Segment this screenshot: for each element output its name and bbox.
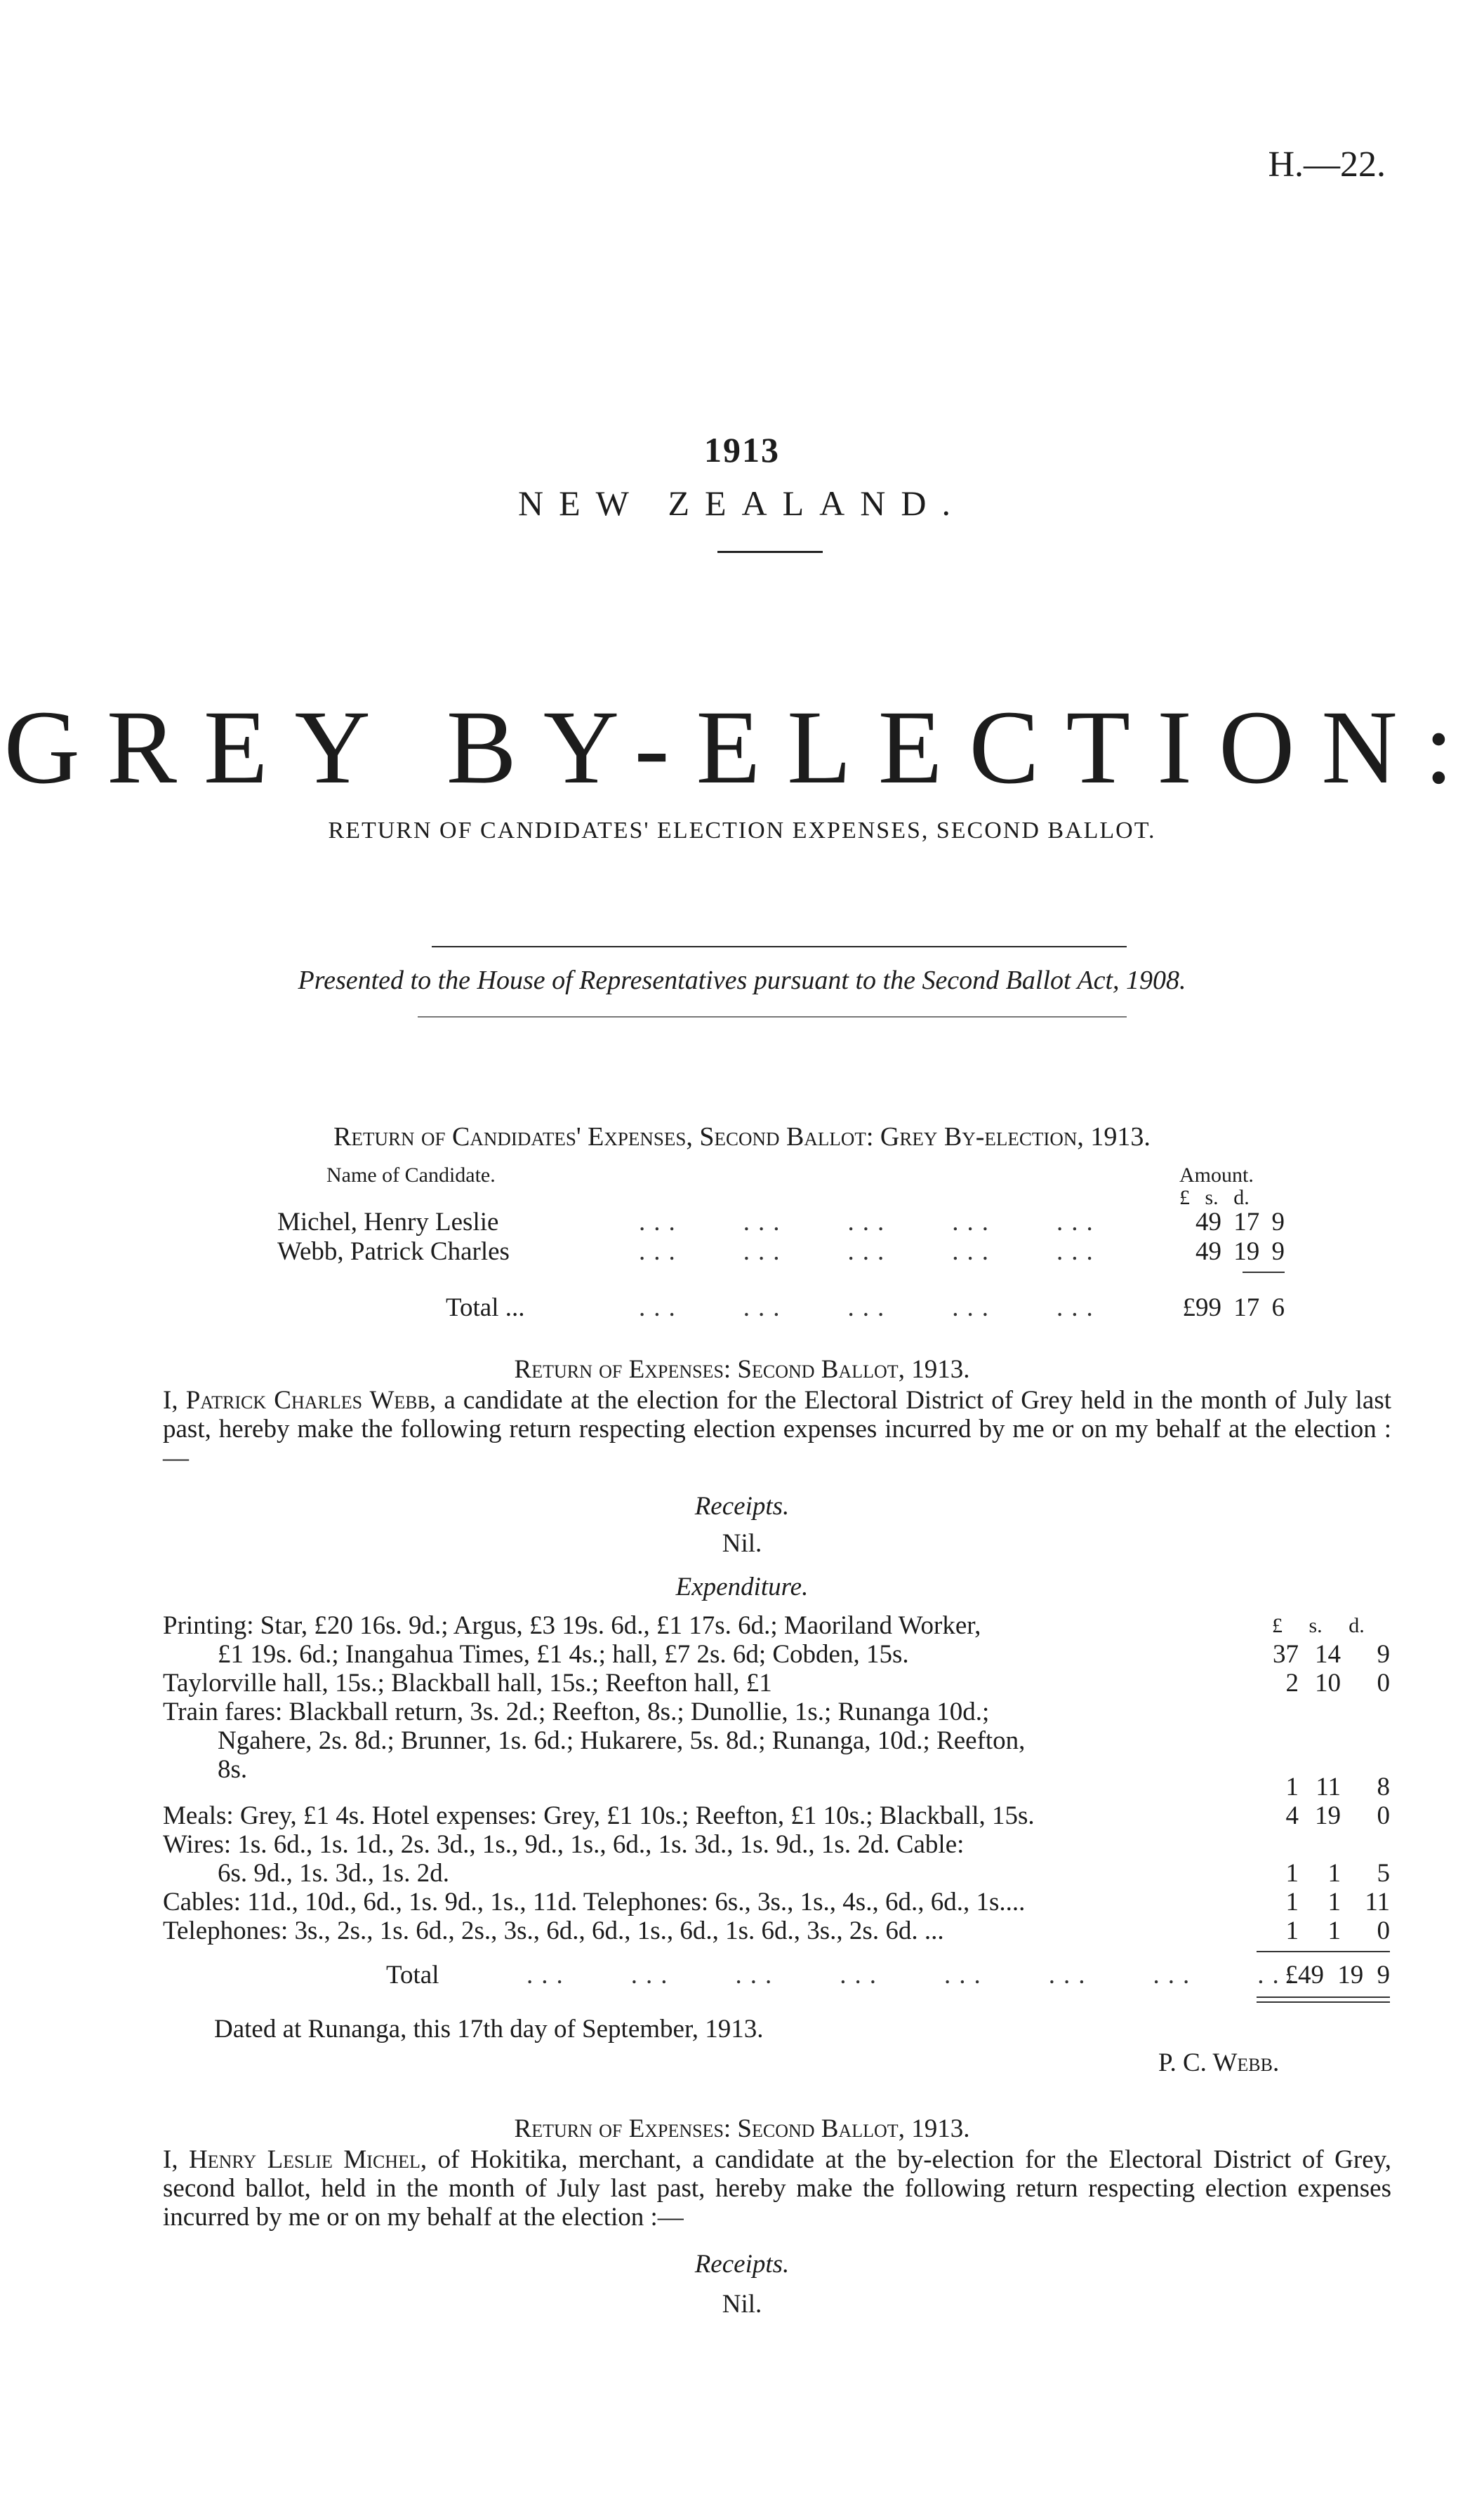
expenditure-units: £ s. d. xyxy=(1272,1614,1365,1637)
page-title: GREY BY-ELECTION: xyxy=(4,689,1480,806)
amount-pounds: 4 xyxy=(1285,1801,1299,1830)
receipts-heading: Receipts. xyxy=(694,1492,790,1521)
expense-line: Ngahere, 2s. 8d.; Brunner, 1s. 6d.; Hukarere, 5s. 8d.; Runanga, 10d.; Reefton, xyxy=(218,1726,1026,1755)
column-header-amount: Amount. xyxy=(1179,1164,1254,1187)
amount-units xyxy=(1179,1186,1250,1210)
candidate-name: Patrick Charles Webb xyxy=(185,1386,430,1415)
amount-pounds: 1 xyxy=(1285,1916,1299,1945)
candidate-name: Webb, Patrick Charles xyxy=(277,1237,510,1266)
total-amount: £99 17 6 xyxy=(1182,1293,1285,1322)
amount-pounds: 37 xyxy=(1273,1640,1299,1669)
amount-pounds: 1 xyxy=(1285,1888,1299,1916)
amount-pounds: 2 xyxy=(1285,1669,1299,1698)
amount-shillings: 19 xyxy=(1315,1801,1341,1830)
dated-line: Dated at Runanga, this 17th day of September, 1913. xyxy=(214,2015,764,2044)
country-heading: NEW ZEALAND. xyxy=(518,484,966,523)
document-year: 1913 xyxy=(704,430,780,469)
candidate-amount: 49 17 9 xyxy=(1195,1208,1285,1236)
expense-line: Meals: Grey, £1 4s. Hotel expenses: Grey, £1 10s.; Reefton, £1 10s.; Blackball, 15s. xyxy=(163,1801,1035,1830)
page-subtitle: RETURN OF CANDIDATES' ELECTION EXPENSES, SECOND BALLOT. xyxy=(328,818,1156,844)
expense-line: Cables: 11d., 10d., 6d., 1s. 9d., 1s., 11d. Telephones: 6s., 3s., 1s., 4s., 6d., 6d., 1s.... xyxy=(163,1888,1026,1916)
amount-pence: 0 xyxy=(1377,1916,1390,1945)
amount-pence: 9 xyxy=(1377,1640,1390,1669)
divider xyxy=(717,551,823,553)
unit-pounds: £ xyxy=(1179,1186,1190,1209)
divider xyxy=(432,946,1127,947)
double-rule xyxy=(1257,2001,1390,2003)
leader-dots: ... ... ... ... ... xyxy=(639,1208,1101,1236)
amount-pence: 5 xyxy=(1377,1859,1390,1888)
amount-pence: 0 xyxy=(1377,1669,1390,1698)
candidate-name: Michel, Henry Leslie xyxy=(277,1208,499,1236)
sum-rule xyxy=(1257,1951,1390,1952)
divider xyxy=(418,1016,1127,1018)
expense-line: Wires: 1s. 6d., 1s. 1d., 2s. 3d., 1s., 9d., 1s., 6d., 1s. 3d., 1s. 9d., 1s. 2d. Cable: xyxy=(163,1830,965,1859)
expense-line: Telephones: 3s., 2s., 1s. 6d., 2s., 3s., 6d., 6d., 1s., 6d., 1s. 6d., 3s., 2s. 6d. ... xyxy=(163,1916,944,1945)
expense-line: £1 19s. 6d.; Inangahua Times, £1 4s.; hall, £7 2s. 6d; Cobden, 15s. xyxy=(218,1640,909,1669)
double-rule xyxy=(1257,1996,1390,1998)
amount-pence: 0 xyxy=(1377,1801,1390,1830)
michel-heading: Return of Expenses: Second Ballot, 1913. xyxy=(514,2114,970,2143)
amount-pence: 8 xyxy=(1377,1773,1390,1801)
total-label: Total ... xyxy=(446,1293,525,1322)
leader-dots: ... ... ... ... ... ... ... ... xyxy=(526,1961,1302,1989)
unit-shillings: s. xyxy=(1205,1186,1219,1209)
expense-line: Taylorville hall, 15s.; Blackball hall, 15s.; Reefton hall, £1 xyxy=(163,1669,772,1698)
amount-pounds: 1 xyxy=(1285,1859,1299,1888)
amount-shillings: 1 xyxy=(1327,1888,1341,1916)
receipts-value: Nil. xyxy=(722,2290,762,2319)
expense-line: Train fares: Blackball return, 3s. 2d.; Reefton, 8s.; Dunollie, 1s.; Runanga 10d.; xyxy=(163,1698,990,1726)
total-amount: £49 19 9 xyxy=(1285,1961,1390,1989)
amount-shillings: 10 xyxy=(1315,1669,1341,1698)
receipts-heading: Receipts. xyxy=(694,2250,790,2279)
amount-pence: 11 xyxy=(1365,1888,1390,1916)
unit-pence: d. xyxy=(1233,1186,1250,1209)
signature: P. C. Webb. xyxy=(1158,2048,1280,2077)
expense-line: Printing: Star, £20 16s. 9d.; Argus, £3 19s. 6d., £1 17s. 6d.; Maoriland Worker, xyxy=(163,1611,981,1640)
amount-shillings: 1 xyxy=(1327,1916,1341,1945)
expense-line: 6s. 9d., 1s. 3d., 1s. 2d. xyxy=(218,1859,449,1888)
leader-dots: ... ... ... ... ... xyxy=(639,1237,1101,1266)
column-header-name: Name of Candidate. xyxy=(326,1164,496,1187)
total-label: Total xyxy=(386,1961,439,1989)
michel-intro: I, Henry Leslie Michel, of Hokitika, merchant, a candidate at the by-election for the Electoral District of Grey, second ballot, held in the month of July last past, hereby make the following return respecting election expenses incurred by me or on my behalf at the election :— xyxy=(163,2145,1391,2232)
expense-line: 8s. xyxy=(218,1755,248,1784)
candidate-amount: 49 19 9 xyxy=(1195,1237,1285,1266)
candidate-name: Henry Leslie Michel xyxy=(189,2145,420,2174)
webb-heading: Return of Expenses: Second Ballot, 1913. xyxy=(514,1355,970,1384)
summary-heading: Return of Candidates' Expenses, Second Ballot: Grey By-election, 1913. xyxy=(333,1122,1151,1152)
receipts-value: Nil. xyxy=(722,1529,762,1558)
presented-note: Presented to the House of Representatives pursuant to the Second Ballot Act, 1908. xyxy=(298,966,1186,995)
leader-dots: ... ... ... ... ... xyxy=(639,1293,1101,1322)
amount-pounds: 1 xyxy=(1285,1773,1299,1801)
amount-shillings: 11 xyxy=(1316,1773,1341,1801)
expenditure-heading: Expenditure. xyxy=(675,1573,809,1601)
amount-shillings: 1 xyxy=(1327,1859,1341,1888)
page-reference: H.—22. xyxy=(1268,145,1386,185)
webb-intro: I, Patrick Charles Webb, a candidate at the election for the Electoral District of Grey held in the month of July last past, hereby make the following return respecting election expenses incurred by me or on my behalf at the election :— xyxy=(163,1386,1392,1472)
amount-shillings: 14 xyxy=(1315,1640,1341,1669)
sum-rule xyxy=(1243,1272,1285,1273)
